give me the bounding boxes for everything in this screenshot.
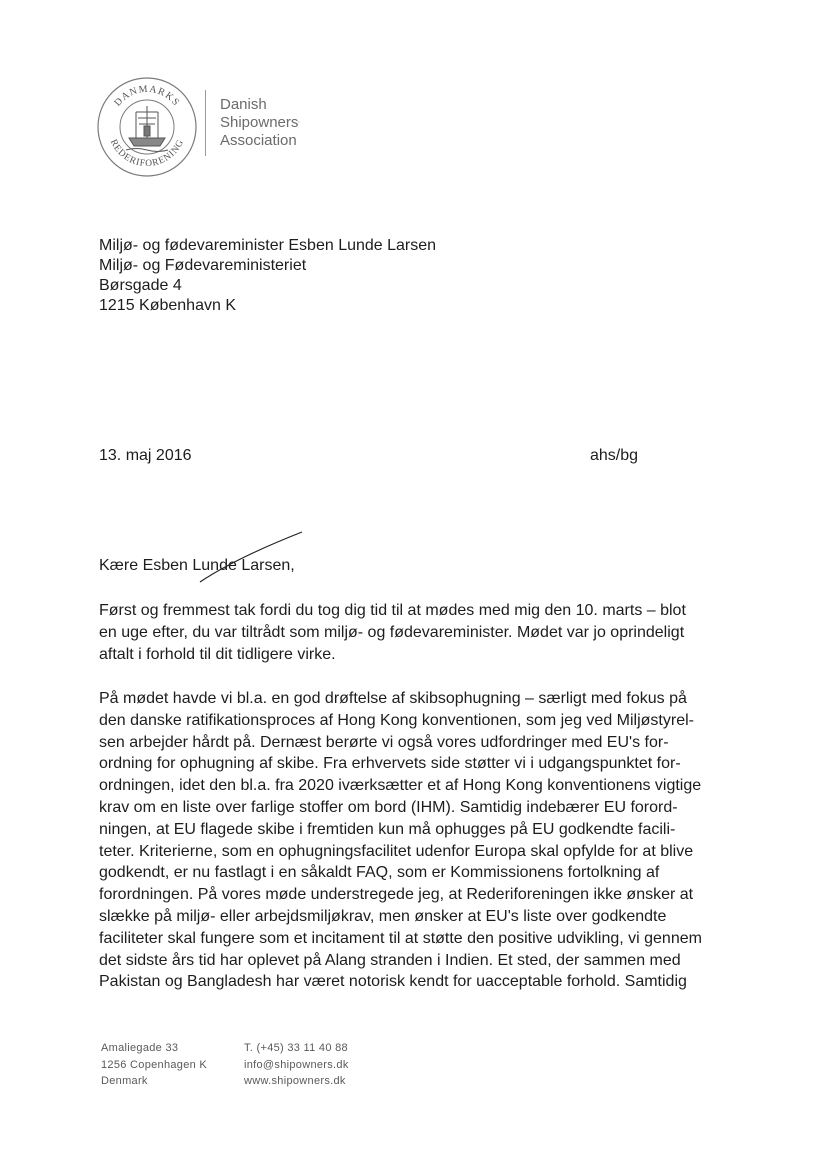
org-mark: ' xyxy=(298,122,300,128)
footer-address xyxy=(101,1040,207,1090)
paragraph-line: godkendt, er nu fastlagt i en såkaldt FAQ, som er Kommissionens fortolkning af xyxy=(99,864,660,882)
paragraph-line: den danske ratifikationsproces af Hong Kong konventionen, som jeg ved Miljøstyrel- xyxy=(99,711,694,729)
recipient-line: 1215 København K xyxy=(99,297,236,314)
footer-phone: T. (+45) 33 11 40 88 xyxy=(244,1042,348,1054)
recipient-line: Miljø- og fødevareminister Esben Lunde Larsen xyxy=(99,237,437,254)
paragraph-line: krav om en liste over farlige stoffer om bord (IHM). Samtidig indebærer EU forord- xyxy=(99,798,678,816)
paragraph-line: sen arbejder hårdt på. Dernæst berørte vi også vores udfordringer med EU's for- xyxy=(99,733,669,751)
recipient-address xyxy=(99,236,436,316)
recipient-line: Børsgade 4 xyxy=(99,277,182,294)
salutation: Kære Esben Lunde Larsen, xyxy=(99,557,295,574)
org-line-1: Danish xyxy=(220,96,267,113)
paragraph-line: det sidste års tid har oplevet på Alang stranden i Indien. Et sted, der sammen med xyxy=(99,951,681,969)
association-seal-logo xyxy=(96,76,198,178)
footer-address-line: Amaliegade 33 xyxy=(101,1042,179,1054)
paragraph-line: forordningen. På vores møde understregede jeg, at Rederiforeningen ikke ønsker at xyxy=(99,886,694,904)
footer-address-line: 1256 Copenhagen K xyxy=(101,1058,208,1071)
paragraph-line: slække på miljø- eller arbejdsmiljøkrav, men ønsker at EU's liste over godkendte xyxy=(99,907,667,925)
letter-reference: ahs/bg xyxy=(590,447,639,464)
letterhead-divider xyxy=(205,90,206,156)
paragraph-line: ordningen, idet den bl.a. fra 2020 iværksætter et af Hong Kong konventionens vigtige xyxy=(99,777,702,795)
org-line-3: Association xyxy=(220,132,297,149)
body-paragraph-1 xyxy=(99,600,739,665)
footer-website-link[interactable]: www.shipowners.dk xyxy=(244,1075,346,1087)
paragraph-line: Pakistan og Bangladesh har været notorisk kendt for uacceptable forhold. Samtidig xyxy=(99,973,687,991)
svg-text:REDERIFORENING: REDERIFORENING xyxy=(107,137,187,170)
footer-address-line: Denmark xyxy=(101,1075,148,1087)
footer-contact xyxy=(244,1040,349,1090)
ship-icon xyxy=(96,76,198,178)
recipient-line: Miljø- og Fødevareministeriet xyxy=(99,257,307,274)
footer-email-link[interactable]: info@shipowners.dk xyxy=(244,1058,349,1071)
paragraph-line: ningen, at EU flagede skibe i fremtiden kun må ophugges på EU godkendte facili- xyxy=(99,820,676,838)
paragraph-line: På mødet havde vi bl.a. en god drøftelse af skibsophugning – særligt med fokus på xyxy=(99,690,687,707)
letter-date: 13. maj 2016 xyxy=(99,447,192,464)
paragraph-line: faciliteter skal fungere som et incitament til at støtte den positive udvikling, vi gennem xyxy=(99,929,702,947)
paragraph-line: Først og fremmest tak fordi du tog dig tid til at mødes med mig den 10. marts – blot xyxy=(99,602,686,619)
paragraph-line: aftalt i forhold til dit tidligere virke. xyxy=(99,645,336,663)
org-line-2: Shipowners xyxy=(220,114,299,131)
organization-name xyxy=(220,96,300,150)
body-paragraph-2 xyxy=(99,688,739,993)
paragraph-line: ordning for ophugning af skibe. Fra erhvervets side støtter vi i udgangspunktet for- xyxy=(99,755,681,773)
paragraph-line: en uge efter, du var tiltrådt som miljø- og fødevareminister. Mødet var jo oprindeligt xyxy=(99,623,685,641)
svg-text:DANMARKS: DANMARKS xyxy=(112,83,182,109)
handwritten-pen-stroke xyxy=(196,528,306,588)
paragraph-line: teter. Kriterierne, som en ophugningsfacilitet udenfor Europa skal opfylde for at blive xyxy=(99,842,694,860)
